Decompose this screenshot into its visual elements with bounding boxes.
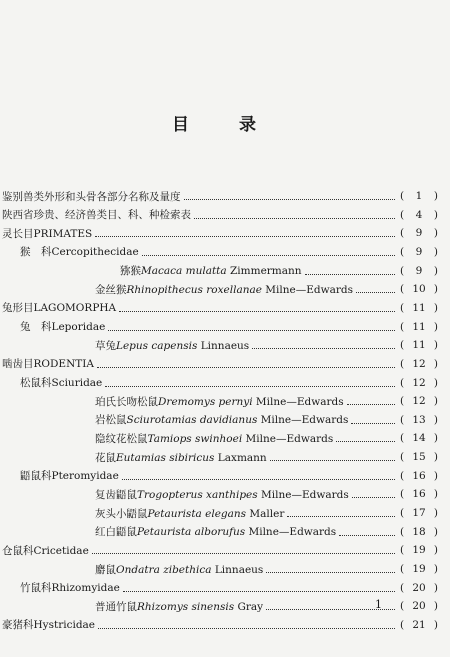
page-ref-number: 20 (412, 600, 426, 613)
toc-entry-title (95, 412, 348, 427)
author-name: Linnaeus (197, 339, 250, 352)
open-paren: ( (400, 563, 405, 575)
toc-entry (2, 542, 438, 558)
open-paren: ( (400, 283, 405, 296)
open-paren: ( (400, 357, 405, 370)
scientific-name: Dremomys pernyi (158, 395, 253, 408)
close-paren: ) (433, 208, 438, 221)
toc-page-ref (400, 395, 438, 407)
scientific-name: Lepus capensis (116, 339, 198, 352)
toc-entry (95, 412, 438, 428)
page-ref-number: 11 (412, 339, 426, 352)
common-name: 花鼠 (95, 451, 116, 464)
toc-page-ref (400, 190, 438, 202)
open-paren: ( (400, 395, 405, 408)
toc-entry (20, 468, 438, 484)
dot-leader (339, 534, 395, 536)
page-ref-number: 14 (412, 432, 426, 445)
toc-entry-title: 松鼠科Sciuridae (20, 377, 103, 389)
toc-page-ref (400, 451, 438, 463)
close-paren: ) (433, 469, 438, 482)
page-ref-number: 9 (415, 264, 423, 277)
author-name: Maller (246, 507, 285, 520)
toc-entry (20, 244, 438, 260)
common-name: 普通竹鼠 (95, 600, 137, 613)
toc-page-ref (400, 619, 438, 631)
toc-entry-title (95, 338, 249, 353)
close-paren: ) (433, 507, 438, 520)
page-ref-number: 17 (412, 507, 426, 520)
page-title: 目 录 (172, 115, 278, 135)
dot-leader (270, 459, 395, 461)
toc-page-ref (400, 526, 438, 538)
toc-entry (120, 263, 438, 279)
close-paren: ) (433, 264, 438, 277)
dot-leader (122, 478, 395, 480)
author-name: Zimmermann (226, 265, 302, 278)
author-name: Milne—Edwards (257, 414, 349, 427)
open-paren: ( (400, 451, 405, 464)
page-ref-number: 1 (415, 190, 423, 202)
close-paren: ) (433, 488, 438, 501)
scientific-name: Eutamias sibiricus (116, 451, 215, 464)
dot-leader (287, 515, 395, 517)
open-paren: ( (400, 301, 405, 314)
dot-leader (356, 291, 395, 293)
open-paren: ( (400, 376, 405, 389)
common-name: 复齿鼯鼠 (95, 488, 137, 501)
page-ref-number: 12 (412, 376, 426, 389)
toc-page-ref (400, 470, 438, 482)
toc-page-ref (400, 432, 438, 444)
toc-entry-title (95, 450, 267, 465)
toc-entry-title: 鉴别兽类外形和头骨各部分名称及量度 (2, 190, 181, 203)
common-name: 隐纹花松鼠 (95, 432, 148, 445)
common-name: 草兔 (95, 339, 116, 352)
open-paren: ( (400, 544, 405, 557)
close-paren: ) (433, 190, 438, 202)
toc-entry-title: 猴 科Cercopithecidae (20, 246, 139, 259)
toc-entry (95, 430, 438, 446)
toc-entry-title: 啮齿目RODENTIA (2, 358, 95, 371)
open-paren: ( (400, 320, 405, 333)
open-paren: ( (400, 208, 405, 221)
toc-page-ref (400, 302, 438, 314)
common-name: 猕猴 (120, 265, 141, 278)
scientific-name: Rhizomys sinensis (137, 600, 235, 613)
toc-page-ref (400, 414, 438, 426)
toc-entry-title: 鼯鼠科Pteromyidae (20, 470, 119, 483)
author-name: Milne—Edwards (252, 395, 344, 408)
toc-page-ref (400, 339, 438, 351)
page-ref-number: 12 (412, 395, 426, 408)
toc-entry-title (95, 599, 263, 614)
close-paren: ) (433, 451, 438, 464)
page-ref-number: 19 (412, 563, 426, 575)
dot-leader (347, 403, 395, 405)
toc-entry (2, 207, 438, 223)
dot-leader (108, 329, 395, 331)
toc-entry-title (95, 394, 344, 409)
close-paren: ) (433, 395, 438, 408)
scientific-name: Petaurista elegans (147, 507, 247, 520)
toc-entry-title (95, 524, 336, 539)
open-paren: ( (400, 581, 405, 594)
scientific-name: Tamiops swinhoei (147, 432, 243, 445)
page-ref-number: 16 (412, 469, 426, 482)
toc-entry-title (95, 487, 349, 502)
toc-entry-title: 竹鼠科Rhizomyidae (20, 582, 120, 595)
toc-entry (95, 505, 438, 521)
toc-page-ref (400, 321, 438, 333)
common-name: 红白鼯鼠 (95, 526, 137, 539)
toc-entry (20, 319, 438, 335)
toc-entry (95, 598, 438, 614)
toc-page-ref (400, 582, 438, 594)
toc-entry-title: 灵长目PRIMATES (2, 227, 93, 240)
scientific-name: Sciurotamias davidianus (126, 414, 258, 427)
open-paren: ( (400, 264, 405, 277)
dot-leader (266, 571, 395, 573)
toc-entry (95, 561, 438, 577)
toc-page-ref (400, 563, 438, 575)
open-paren: ( (400, 413, 405, 426)
dot-leader (92, 552, 395, 554)
open-paren: ( (400, 432, 405, 445)
page-ref-number: 19 (412, 544, 426, 557)
toc-entry-title (95, 506, 284, 521)
page-ref-number: 15 (412, 451, 426, 464)
dot-leader (184, 198, 396, 200)
toc-entry-title (120, 263, 302, 278)
toc-entry-title: 陕西省珍贵、经济兽类目、科、种检索表 (2, 209, 191, 222)
dot-leader (105, 385, 395, 387)
toc-page-ref (400, 488, 438, 500)
toc-page-ref (400, 544, 438, 556)
dot-leader (95, 235, 395, 237)
common-name: 灰头小鼯鼠 (95, 507, 148, 520)
author-name: Gray (234, 600, 264, 613)
open-paren: ( (400, 190, 405, 202)
toc-entry-title (95, 282, 353, 297)
page-number: 1 (375, 598, 382, 611)
page-ref-number: 9 (415, 245, 423, 258)
author-name: Milne—Edwards (242, 432, 334, 445)
toc-entry (2, 188, 438, 204)
dot-leader (98, 627, 395, 629)
page-ref-number: 21 (412, 618, 426, 631)
toc-page-ref (400, 265, 438, 277)
dot-leader (351, 422, 395, 424)
scientific-name: Ondatra zibethica (116, 563, 212, 576)
common-name: 岩松鼠 (95, 414, 127, 427)
open-paren: ( (400, 227, 405, 240)
close-paren: ) (433, 227, 438, 240)
toc-entry-title: 仓鼠科Cricetidae (2, 544, 89, 557)
page-ref-number: 12 (412, 357, 426, 370)
toc-entry (20, 580, 438, 596)
dot-leader (97, 366, 395, 368)
open-paren: ( (400, 507, 405, 520)
dot-leader (305, 273, 395, 275)
toc-page-ref (400, 600, 438, 612)
toc-entry-title (95, 562, 263, 577)
close-paren: ) (433, 245, 438, 258)
close-paren: ) (433, 339, 438, 352)
open-paren: ( (400, 488, 405, 501)
open-paren: ( (400, 469, 405, 482)
page-ref-number: 4 (415, 208, 423, 221)
author-name: Milne—Edwards (245, 526, 337, 539)
page-ref-number: 20 (412, 581, 426, 594)
scientific-name: Rhinopithecus roxellanae (126, 283, 262, 296)
toc-entry (95, 281, 438, 297)
toc-entry (20, 375, 438, 391)
toc-page-ref (400, 227, 438, 239)
close-paren: ) (433, 432, 438, 445)
toc-entry-title: 兔 科Leporidae (20, 321, 106, 334)
close-paren: ) (433, 581, 438, 594)
author-name: Laxmann (214, 451, 267, 464)
toc-page-ref (400, 246, 438, 258)
close-paren: ) (433, 563, 438, 575)
page-ref-number: 16 (412, 488, 426, 501)
common-name: 麝鼠 (95, 563, 116, 576)
open-paren: ( (400, 525, 405, 538)
close-paren: ) (433, 618, 438, 631)
author-name: Milne—Edwards (261, 283, 353, 296)
scientific-name: Macaca mulatta (141, 265, 227, 278)
author-name: Milne—Edwards (257, 488, 349, 501)
close-paren: ) (433, 525, 438, 538)
dot-leader (123, 590, 395, 592)
close-paren: ) (433, 301, 438, 314)
close-paren: ) (433, 283, 438, 296)
dot-leader (352, 496, 395, 498)
author-name: Linnaeus (211, 563, 264, 576)
toc-entry-title (95, 431, 333, 446)
toc-entry (95, 486, 438, 502)
close-paren: ) (433, 413, 438, 426)
toc-entry (95, 449, 438, 465)
dot-leader (119, 310, 395, 312)
scientific-name: Trogopterus xanthipes (137, 488, 258, 501)
toc-entry (95, 524, 438, 540)
toc-entry (2, 300, 438, 316)
scientific-name: Petaurista alborufus (137, 526, 246, 539)
dot-leader (252, 347, 395, 349)
toc-page-ref (400, 358, 438, 370)
close-paren: ) (433, 600, 438, 613)
toc-entry (95, 337, 438, 353)
page-ref-number: 10 (412, 283, 426, 296)
page-ref-number: 11 (412, 320, 426, 333)
close-paren: ) (433, 357, 438, 370)
open-paren: ( (400, 339, 405, 352)
dot-leader (142, 254, 395, 256)
toc-page-ref (400, 377, 438, 389)
toc-entry-title: 兔形目LAGOMORPHA (2, 302, 117, 315)
toc-page-ref (400, 209, 438, 221)
close-paren: ) (433, 544, 438, 557)
open-paren: ( (400, 600, 405, 613)
page-ref-number: 18 (412, 525, 426, 538)
close-paren: ) (433, 320, 438, 333)
toc-entry-title: 豪猪科Hystricidae (2, 619, 96, 632)
common-name: 金丝猴 (95, 283, 127, 296)
common-name: 珀氏长吻松鼠 (95, 395, 158, 408)
dot-leader (336, 440, 395, 442)
open-paren: ( (400, 245, 405, 258)
page-ref-number: 11 (412, 301, 426, 314)
toc-page-ref (400, 507, 438, 519)
toc-entry (2, 356, 438, 372)
dot-leader (194, 217, 395, 219)
page-ref-number: 13 (412, 413, 426, 426)
toc-page-ref (400, 283, 438, 295)
open-paren: ( (400, 618, 405, 631)
close-paren: ) (433, 376, 438, 389)
toc-entry (2, 617, 438, 633)
toc-entry (95, 393, 438, 409)
page-ref-number: 9 (415, 227, 423, 240)
toc-entry (2, 225, 438, 241)
